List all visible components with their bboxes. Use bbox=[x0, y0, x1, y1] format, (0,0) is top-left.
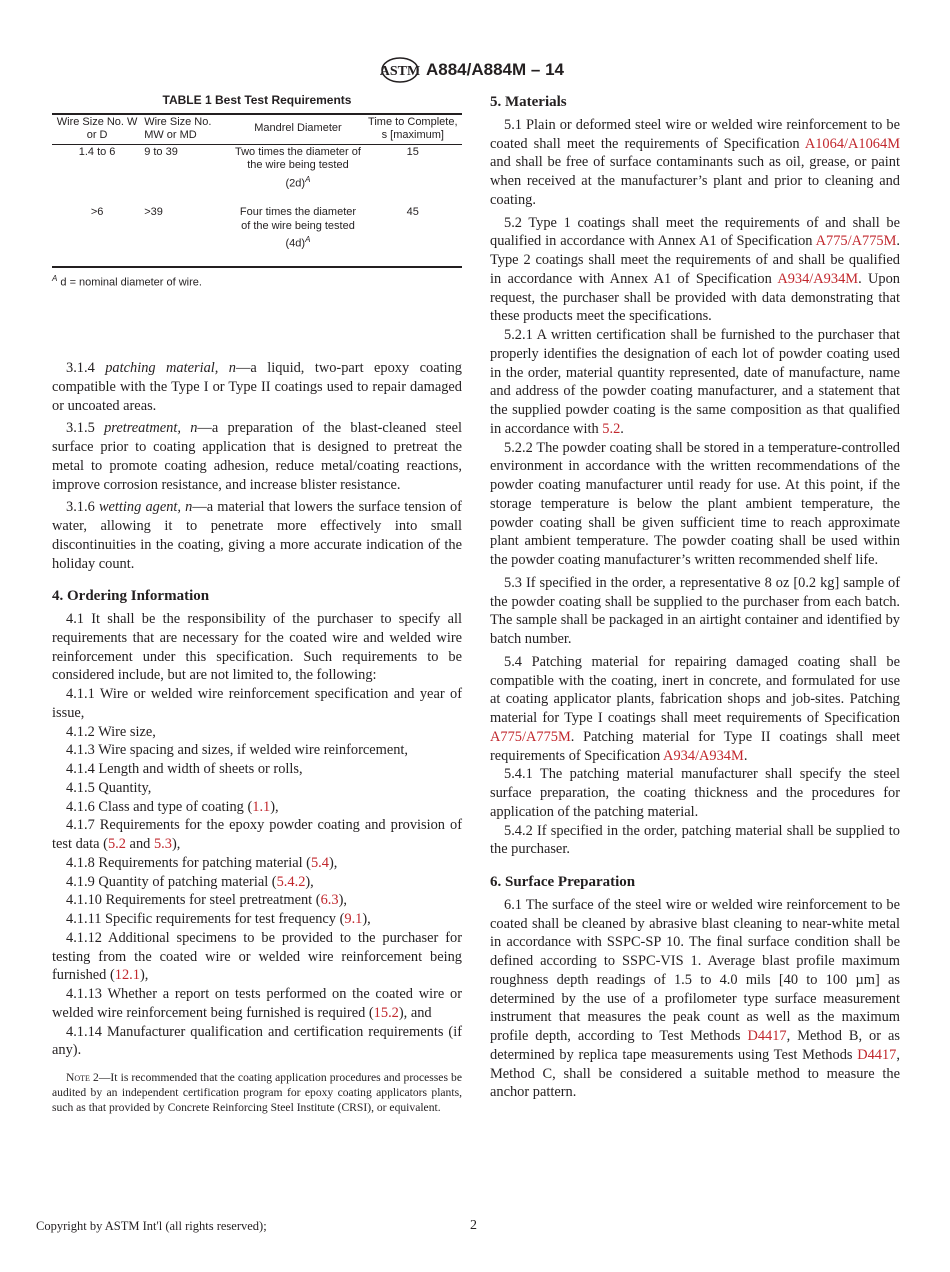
table-cell: >6 bbox=[90, 206, 104, 219]
table-cell: 1.4 to 6 bbox=[78, 145, 116, 158]
text: 4.1.3 Wire spacing and sizes, if welded wire reinforcement, bbox=[66, 742, 409, 759]
right-column bbox=[490, 93, 900, 1102]
section-reference-link[interactable]: 12.1 bbox=[114, 967, 140, 984]
table-row bbox=[52, 144, 462, 205]
text: . bbox=[743, 747, 748, 764]
text: 4.1.4 Length and width of sheets or rolls, bbox=[66, 761, 303, 777]
text: 4.1.12 Additional specimens to be provided to the purchaser for testing from the coated wire or welded wire reinforcement being furnished ( bbox=[52, 929, 462, 984]
paragraph bbox=[490, 326, 900, 439]
footnote-mark: A bbox=[305, 235, 311, 245]
left-column bbox=[52, 359, 462, 1116]
paragraph bbox=[490, 822, 900, 860]
footnote-mark: A bbox=[52, 273, 58, 283]
text: 6.1 The surface of the steel wire or welded wire reinforcement to be coated shall be cleaned by abrasive blast cleaning to near-white metal in accordance with SSPC-SP 10. The final surface condition shall be defined according to SSPC-VIS 1. Average blast profile maximum roughness depth readings of 1.5 to 4.0 mils [40 to 100 µm] as determined by the use of a profilometer type surface measurement instrument that measures the peak count as well as the maximum profile depth, according to Test Methods bbox=[490, 896, 900, 1044]
paragraph bbox=[52, 610, 462, 685]
note bbox=[52, 1070, 462, 1116]
text: 5.4 Patching material for repairing damaged coating shall be compatible with the coating, inert in concrete, and formulated for use at coating applicator plants, fabrication shops and job-sites. Patching material for Type I coatings shall meet requirements of Specification bbox=[490, 653, 900, 726]
text: ), bbox=[171, 836, 181, 852]
text: 5.4.1 The patching material manufacturer shall specify the steel surface preparation, the coating thickness and the procedures for application of the patching material. bbox=[490, 766, 900, 820]
text: —a preparation of the blast-cleaned steel surface prior to coating application that is designed to pretreat the metal to promote coating adhesion, reduce metal/coating reactions, improve corrosion resistance, and increase blister resistance. bbox=[52, 420, 462, 493]
text: 3.1.6 bbox=[66, 499, 99, 516]
text: ), bbox=[270, 798, 279, 815]
text: 4.1.10 Requirements for steel pretreatment ( bbox=[66, 892, 321, 909]
footnote-mark: A bbox=[305, 174, 311, 184]
text: 4.1.5 Quantity, bbox=[66, 779, 152, 796]
section-reference-link[interactable]: 5.4.2 bbox=[276, 873, 306, 890]
paragraph bbox=[52, 1023, 462, 1061]
table-cell bbox=[232, 205, 363, 266]
table-row bbox=[52, 205, 462, 266]
section-reference-link[interactable]: A1064/A1064M bbox=[804, 135, 900, 152]
paragraph bbox=[490, 765, 900, 821]
section-reference-link[interactable]: 5.2 bbox=[107, 836, 126, 852]
defined-term: pretreatment, n bbox=[104, 420, 198, 437]
text: 3.1.5 bbox=[66, 420, 105, 437]
table-cell: >39 bbox=[144, 206, 163, 219]
text: 4.1.11 Specific requirements for test frequency ( bbox=[66, 911, 345, 927]
paragraph bbox=[52, 891, 462, 910]
section-reference-link[interactable]: A934/A934M bbox=[777, 270, 859, 287]
text: Note bbox=[66, 1071, 90, 1084]
section-heading bbox=[490, 93, 900, 112]
table-cell bbox=[232, 144, 363, 205]
paragraph bbox=[52, 685, 462, 723]
paragraph bbox=[52, 873, 462, 892]
page-header bbox=[380, 56, 564, 84]
paragraph bbox=[52, 741, 462, 760]
text: 4.1.1 Wire or welded wire reinforcement specification and year of issue, bbox=[52, 686, 462, 721]
text: . Upon request, the purchaser shall be provided with data demonstrating that these products meet the specifications. bbox=[490, 270, 900, 325]
section-reference-link[interactable]: 5.2 bbox=[602, 420, 621, 437]
text: 5. Materials bbox=[490, 94, 567, 110]
paragraph bbox=[52, 760, 462, 779]
table-title: TABLE 1 Best Test Requirements bbox=[162, 93, 352, 107]
text: —a material that lowers the surface tension of water, allowing it to penetrate more effectively into small discontinuities in the coating, giving a more accurate indication of the holiday count. bbox=[52, 499, 462, 572]
text: ), bbox=[338, 892, 347, 909]
table-cell: 9 to 39 bbox=[144, 145, 178, 158]
table-1 bbox=[52, 94, 462, 290]
text: 4.1.7 Requirements for the epoxy powder coating and provision of test data ( bbox=[52, 817, 462, 852]
document-designation: A884/A884M – 14 bbox=[426, 60, 564, 79]
text: 4.1.9 Quantity of patching material ( bbox=[66, 873, 277, 890]
paragraph bbox=[52, 910, 462, 929]
page-number: 2 bbox=[470, 1218, 477, 1233]
column-header: Wire Size No. W or D bbox=[56, 115, 138, 142]
text: 5.4.2 If specified in the order, patching material shall be supplied to the purchaser. bbox=[490, 822, 900, 858]
paragraph bbox=[52, 779, 462, 798]
text: and shall be free of surface contaminants such as oil, grease, or paint when received at the manufacturer’s plant and prior to cleaning and coating. bbox=[490, 154, 900, 208]
svg-text:ASTM: ASTM bbox=[380, 64, 420, 79]
text: 4.1.13 Whether a report on tests performed on the coated wire or welded wire reinforcement being furnished is required ( bbox=[52, 986, 462, 1021]
defined-term: patching material, n bbox=[105, 360, 237, 376]
text: . Type 2 coatings shall meet the requirements of and shall be qualified in accordance with Annex A1 of Specification bbox=[490, 233, 900, 287]
text: , Method C, shall be considered a suitable method to measure the anchor pattern. bbox=[490, 1046, 900, 1101]
section-heading bbox=[52, 587, 462, 606]
text: ), bbox=[139, 967, 149, 984]
paragraph bbox=[490, 653, 900, 766]
paragraph bbox=[52, 798, 462, 817]
text: 2—It is recommended that the coating application procedures and processes be audited by an independent certification program for epoxy coating applicators plants, such as that provided by Concrete Reinforcing Steel Institute (CRSI), or equivalent. bbox=[52, 1071, 462, 1115]
section-reference-link[interactable]: D4417 bbox=[857, 1046, 897, 1063]
paragraph bbox=[52, 419, 462, 494]
section-reference-link[interactable]: 5.3 bbox=[153, 836, 172, 852]
section-reference-link[interactable]: A775/A775M bbox=[815, 233, 897, 250]
column-header: Wire Size No. MW or MD bbox=[144, 115, 212, 142]
text: 5.2 Type 1 coatings shall meet the requirements of and shall be qualified in accordance with Annex A1 of Specification bbox=[490, 214, 900, 250]
paragraph bbox=[52, 816, 462, 854]
cell-text: Two times the diameter of the wire being tested (2d) bbox=[234, 145, 361, 190]
section-reference-link[interactable]: 6.3 bbox=[320, 892, 339, 909]
section-reference-link[interactable]: 15.2 bbox=[373, 1004, 399, 1021]
paragraph bbox=[490, 116, 900, 210]
text: 4. Ordering Information bbox=[52, 588, 210, 605]
table-cell: 15 bbox=[406, 145, 419, 158]
text: 5.3 If specified in the order, a representative 8 oz [0.2 kg] sample of the powder coating shall be supplied to the purchaser from each batch. The sample shall be packaged in an airtight container and identified by batch number. bbox=[490, 574, 900, 647]
text: —a liquid, two-part epoxy coating compatible with the Type I or Type II coatings used to repair damaged or uncoated areas. bbox=[52, 360, 462, 414]
text: . Patching material for Type II coatings shall meet requirements of Specification bbox=[490, 728, 900, 764]
paragraph bbox=[490, 574, 900, 649]
copyright-notice: Copyright by ASTM Int'l (all rights reserved); bbox=[36, 1219, 267, 1233]
table-cell: 45 bbox=[406, 206, 419, 219]
footnote-text: d = nominal diameter of wire. bbox=[60, 276, 202, 289]
text: 5.2.1 A written certification shall be furnished to the purchaser that properly identifies the designation of each lot of powder coating used in the order, material quantity represented, date of manufacture, name and address of the powder coating manufacturer, and a statement that the supplied powder coating is the same composition as that qualified in accordance with bbox=[490, 327, 900, 437]
text: 5.2.2 The powder coating shall be stored in a temperature-controlled environment in accordance with the written recommendations of the powder coating manufacturer until ready for use. At this point, if the storage temperature is below the plant ambient temperature, the powder coating shall be given sufficient time to reach approximate plant ambient temperature. The powder coating shall be used within the powder coating manufacturer’s written recommended shelf life. bbox=[490, 439, 900, 568]
section-reference-link[interactable]: D4417 bbox=[747, 1028, 787, 1044]
text: ), bbox=[328, 854, 338, 871]
section-reference-link[interactable]: 1.1 bbox=[252, 798, 271, 815]
text: and bbox=[125, 836, 154, 852]
text: 4.1.8 Requirements for patching material ( bbox=[66, 854, 311, 871]
table-footnote bbox=[52, 272, 462, 290]
column-header: Mandrel Diameter bbox=[254, 122, 342, 135]
text: , Method B, or as determined by replica tape measurements using Test Methods bbox=[490, 1028, 900, 1063]
paragraph bbox=[52, 723, 462, 742]
paragraph bbox=[52, 854, 462, 873]
column-header: Time to Complete, s [maximum] bbox=[368, 115, 458, 142]
paragraph bbox=[52, 498, 462, 573]
defined-term: wetting agent, n bbox=[98, 499, 193, 516]
section-heading bbox=[490, 873, 900, 892]
paragraph bbox=[52, 929, 462, 985]
text: 4.1.2 Wire size, bbox=[66, 723, 156, 740]
text: 4.1 It shall be the responsibility of the purchaser to specify all requirements that are necessary for the coated wire and welded wire reinforcement under this specification. Such requirements to be considered include, but are not limited to, the following: bbox=[52, 611, 462, 684]
paragraph bbox=[490, 214, 900, 327]
text: 6. Surface Preparation bbox=[490, 874, 636, 890]
text: . bbox=[620, 420, 624, 437]
section-reference-link[interactable]: A934/A934M bbox=[663, 747, 744, 764]
paragraph bbox=[490, 896, 900, 1102]
section-reference-link[interactable]: A775/A775M bbox=[490, 728, 571, 745]
section-reference-link[interactable]: 9.1 bbox=[344, 911, 363, 927]
text: 3.1.4 bbox=[66, 360, 106, 376]
text: ), bbox=[305, 873, 314, 890]
cell-text: Four times the diameter of the wire being tested (4d) bbox=[239, 206, 357, 251]
text: ), bbox=[362, 911, 371, 927]
paragraph bbox=[52, 359, 462, 415]
text: 4.1.6 Class and type of coating ( bbox=[66, 798, 253, 815]
text: 4.1.14 Manufacturer qualification and certification requirements (if any). bbox=[52, 1023, 462, 1059]
text: 5.1 Plain or deformed steel wire or welded wire reinforcement to be coated shall meet the requirements of Specification bbox=[490, 116, 900, 152]
paragraph bbox=[490, 439, 900, 570]
table-header-row bbox=[52, 114, 462, 145]
section-reference-link[interactable]: 5.4 bbox=[310, 854, 329, 871]
astm-logo-icon bbox=[380, 56, 420, 84]
text: ), and bbox=[398, 1004, 432, 1021]
paragraph bbox=[52, 985, 462, 1023]
